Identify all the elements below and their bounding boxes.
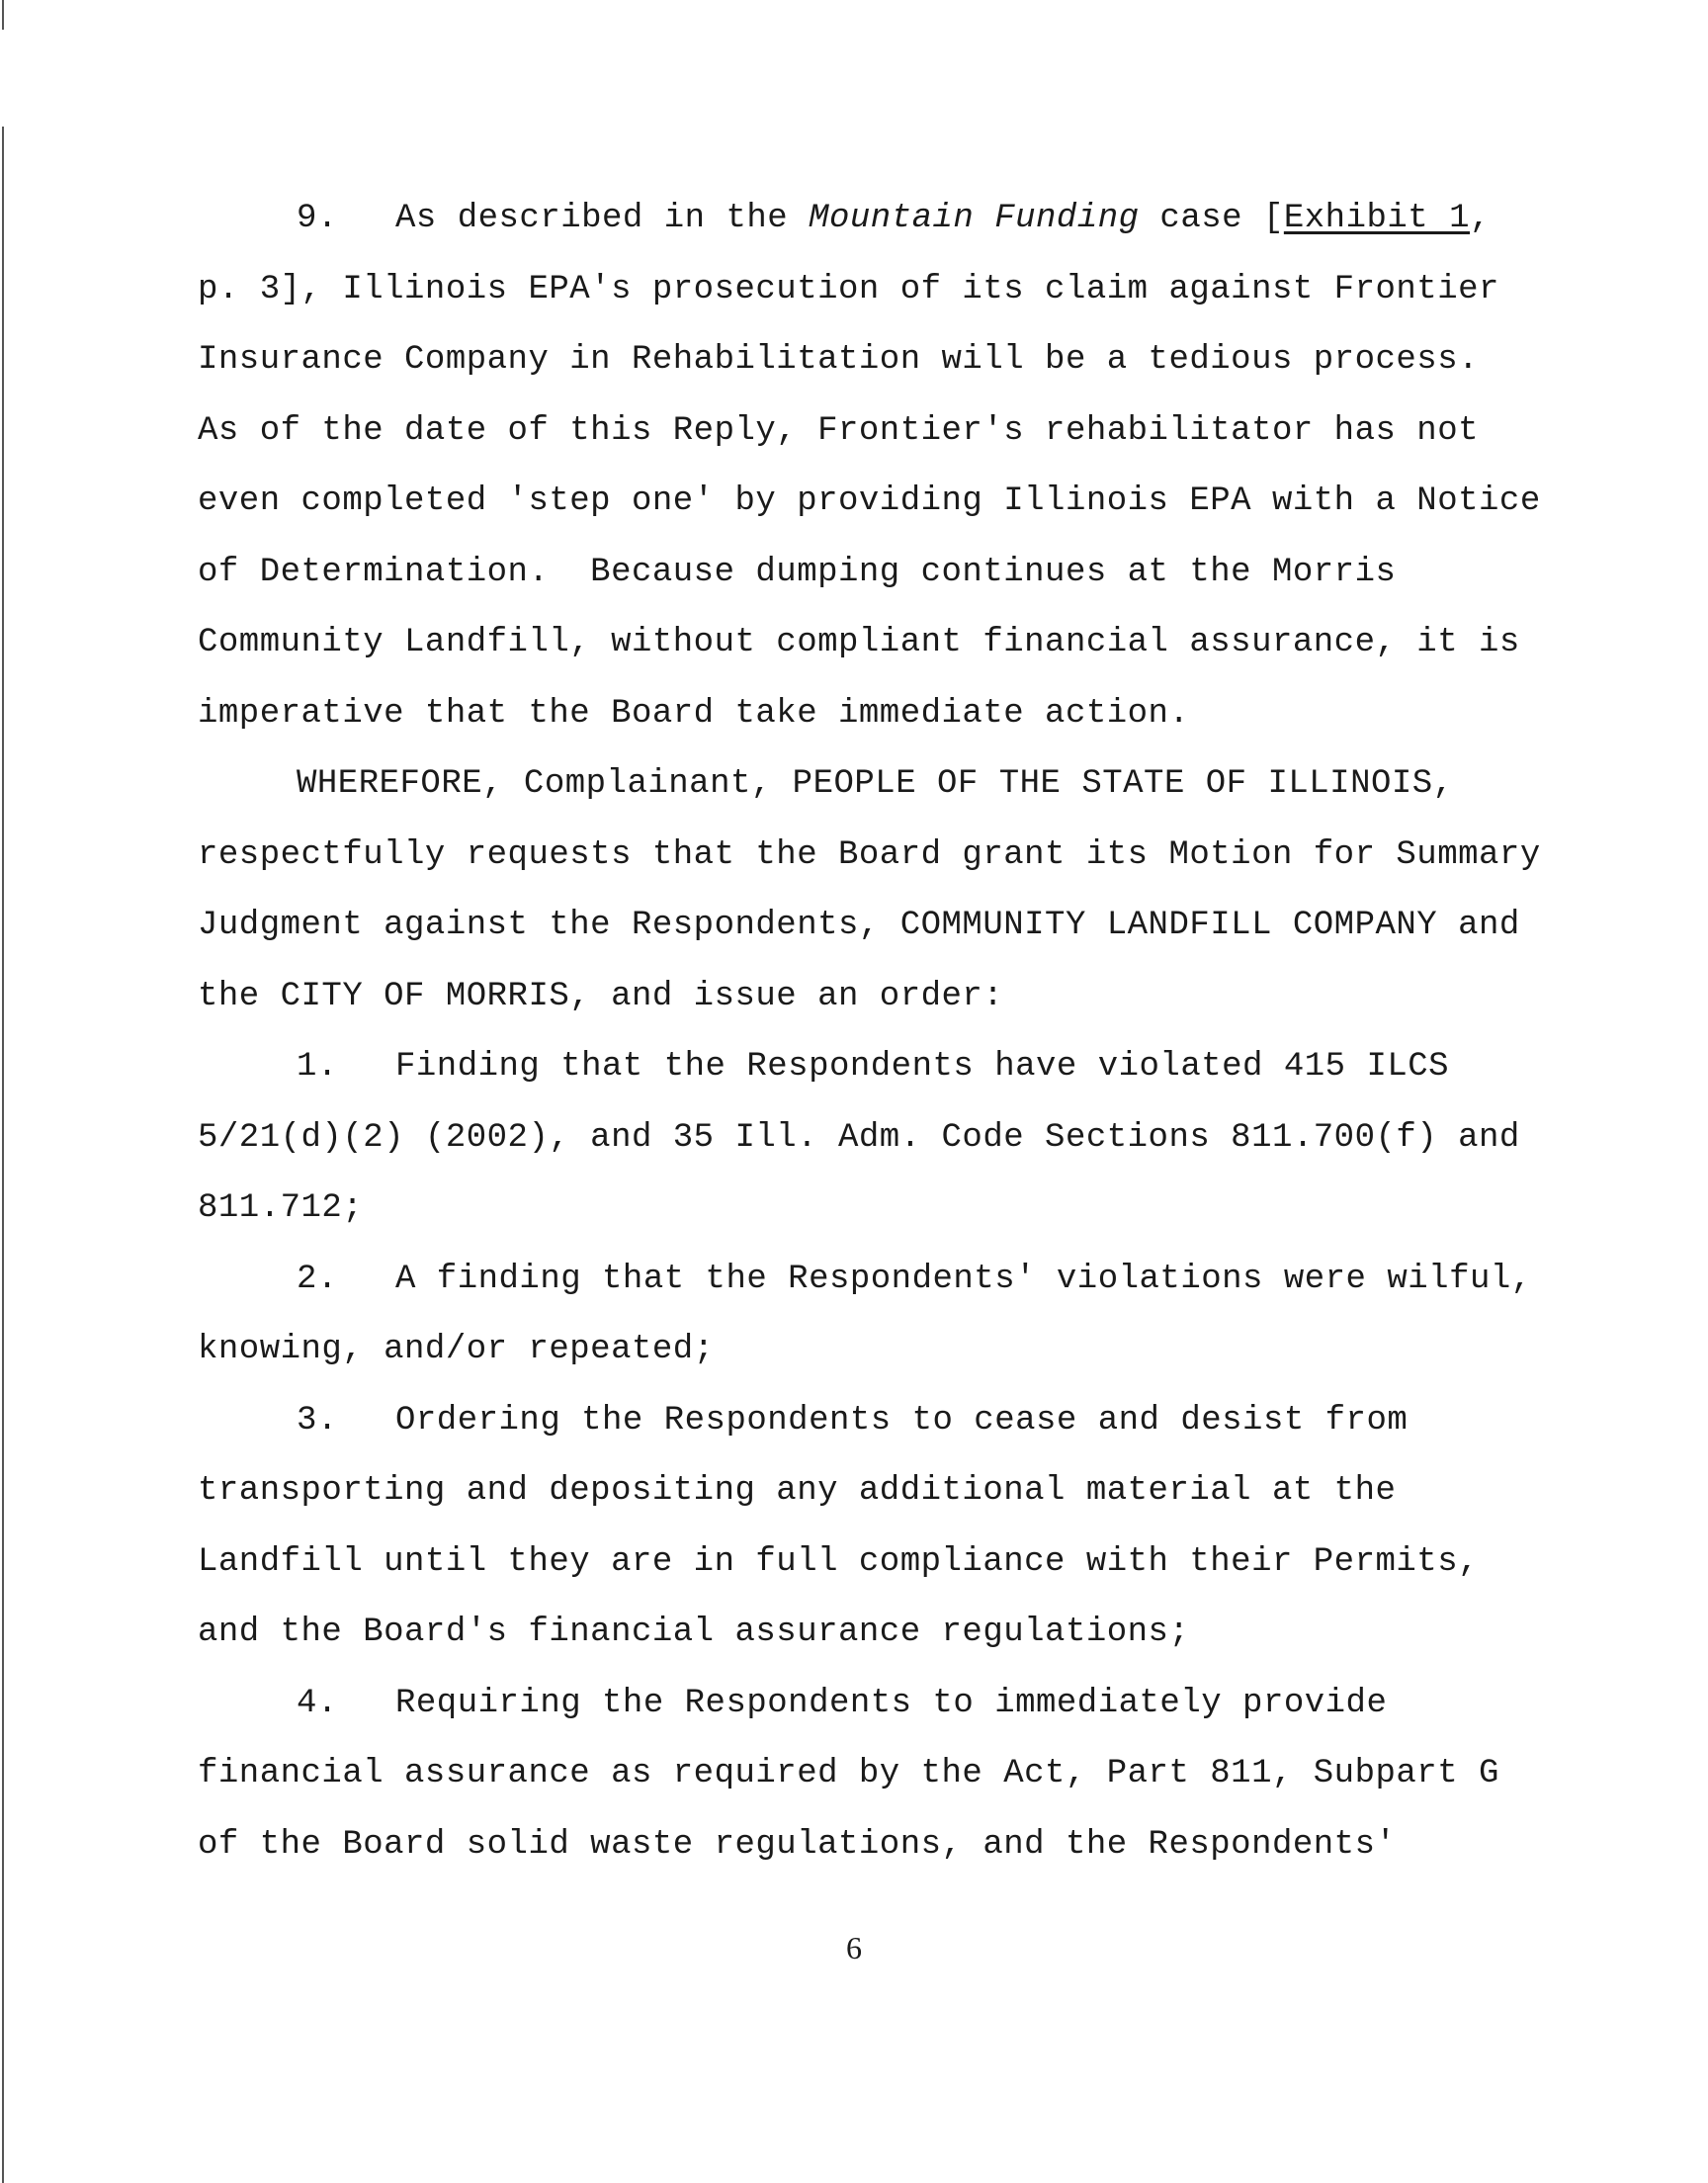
exhibit-reference: Exhibit 1: [1283, 200, 1470, 237]
item-number: 2.: [297, 1260, 338, 1298]
paragraph-text: As described in the: [395, 200, 810, 237]
item-text: A finding that the Respondents' violations were wilful,: [395, 1260, 1532, 1298]
item-1-line: 811.712;: [198, 1189, 364, 1227]
paragraph-text: case [: [1139, 200, 1284, 237]
scan-edge-mark: [2, 127, 4, 2183]
item-3-line: and the Board's financial assurance regulations;: [198, 1614, 1190, 1651]
paragraph-text: ,: [1470, 200, 1491, 237]
case-name: Mountain Funding: [809, 200, 1140, 237]
item-text: Requiring the Respondents to immediately provide: [395, 1684, 1388, 1722]
item-2-line: knowing, and/or repeated;: [198, 1331, 715, 1368]
paragraph-9-line: of Determination. Because dumping continues at the Morris: [198, 553, 1397, 591]
item-1-first-line: [198, 1032, 1522, 1103]
paragraph-9-line: imperative that the Board take immediate action.: [198, 694, 1190, 733]
paragraph-number: 9.: [297, 200, 338, 237]
item-4-line: of the Board solid waste regulations, and the Respondents': [198, 1825, 1397, 1864]
item-number: 4.: [297, 1684, 338, 1722]
wherefore-first-line: WHEREFORE, Complainant, PEOPLE OF THE STATE OF ILLINOIS,: [297, 765, 1454, 803]
item-3-first-line: [198, 1386, 1522, 1457]
item-3-line: Landfill until they are in full compliance with their Permits,: [198, 1542, 1480, 1581]
item-2-first-line: [198, 1245, 1532, 1316]
paragraph-9-line: even completed 'step one' by providing Illinois EPA with a Notice: [198, 482, 1541, 520]
document-page: [198, 184, 1541, 1880]
paragraph-9-line: p. 3], Illinois EPA's prosecution of its claim against Frontier: [198, 270, 1499, 308]
item-number: 1.: [297, 1048, 338, 1086]
paragraph-9-line: Insurance Company in Rehabilitation will be a tedious process.: [198, 341, 1480, 379]
wherefore-line: Judgment against the Respondents, COMMUNITY LANDFILL COMPANY and: [198, 907, 1520, 944]
page-number: 6: [846, 1930, 862, 1965]
item-4-line: financial assurance as required by the Act, Part 811, Subpart G: [198, 1755, 1499, 1792]
paragraph-9-first-line: [198, 184, 1522, 255]
item-4-first-line: [198, 1669, 1522, 1740]
item-text: Ordering the Respondents to cease and desist from: [395, 1401, 1409, 1440]
paragraph-9-line: As of the date of this Reply, Frontier's rehabilitator has not: [198, 411, 1480, 450]
item-1-line: 5/21(d)(2) (2002), and 35 Ill. Adm. Code Sections 811.700(f) and: [198, 1118, 1520, 1157]
wherefore-line: the CITY OF MORRIS, and issue an order:: [198, 977, 1004, 1015]
item-text: Finding that the Respondents have violated 415 ILCS: [395, 1048, 1450, 1086]
item-number: 3.: [297, 1401, 338, 1440]
wherefore-line: respectfully requests that the Board grant its Motion for Summary: [198, 835, 1541, 874]
item-3-line: transporting and depositing any additional material at the: [198, 1472, 1397, 1510]
scan-edge-mark-top: [2, 0, 4, 30]
paragraph-9-line: Community Landfill, without compliant financial assurance, it is: [198, 624, 1520, 661]
